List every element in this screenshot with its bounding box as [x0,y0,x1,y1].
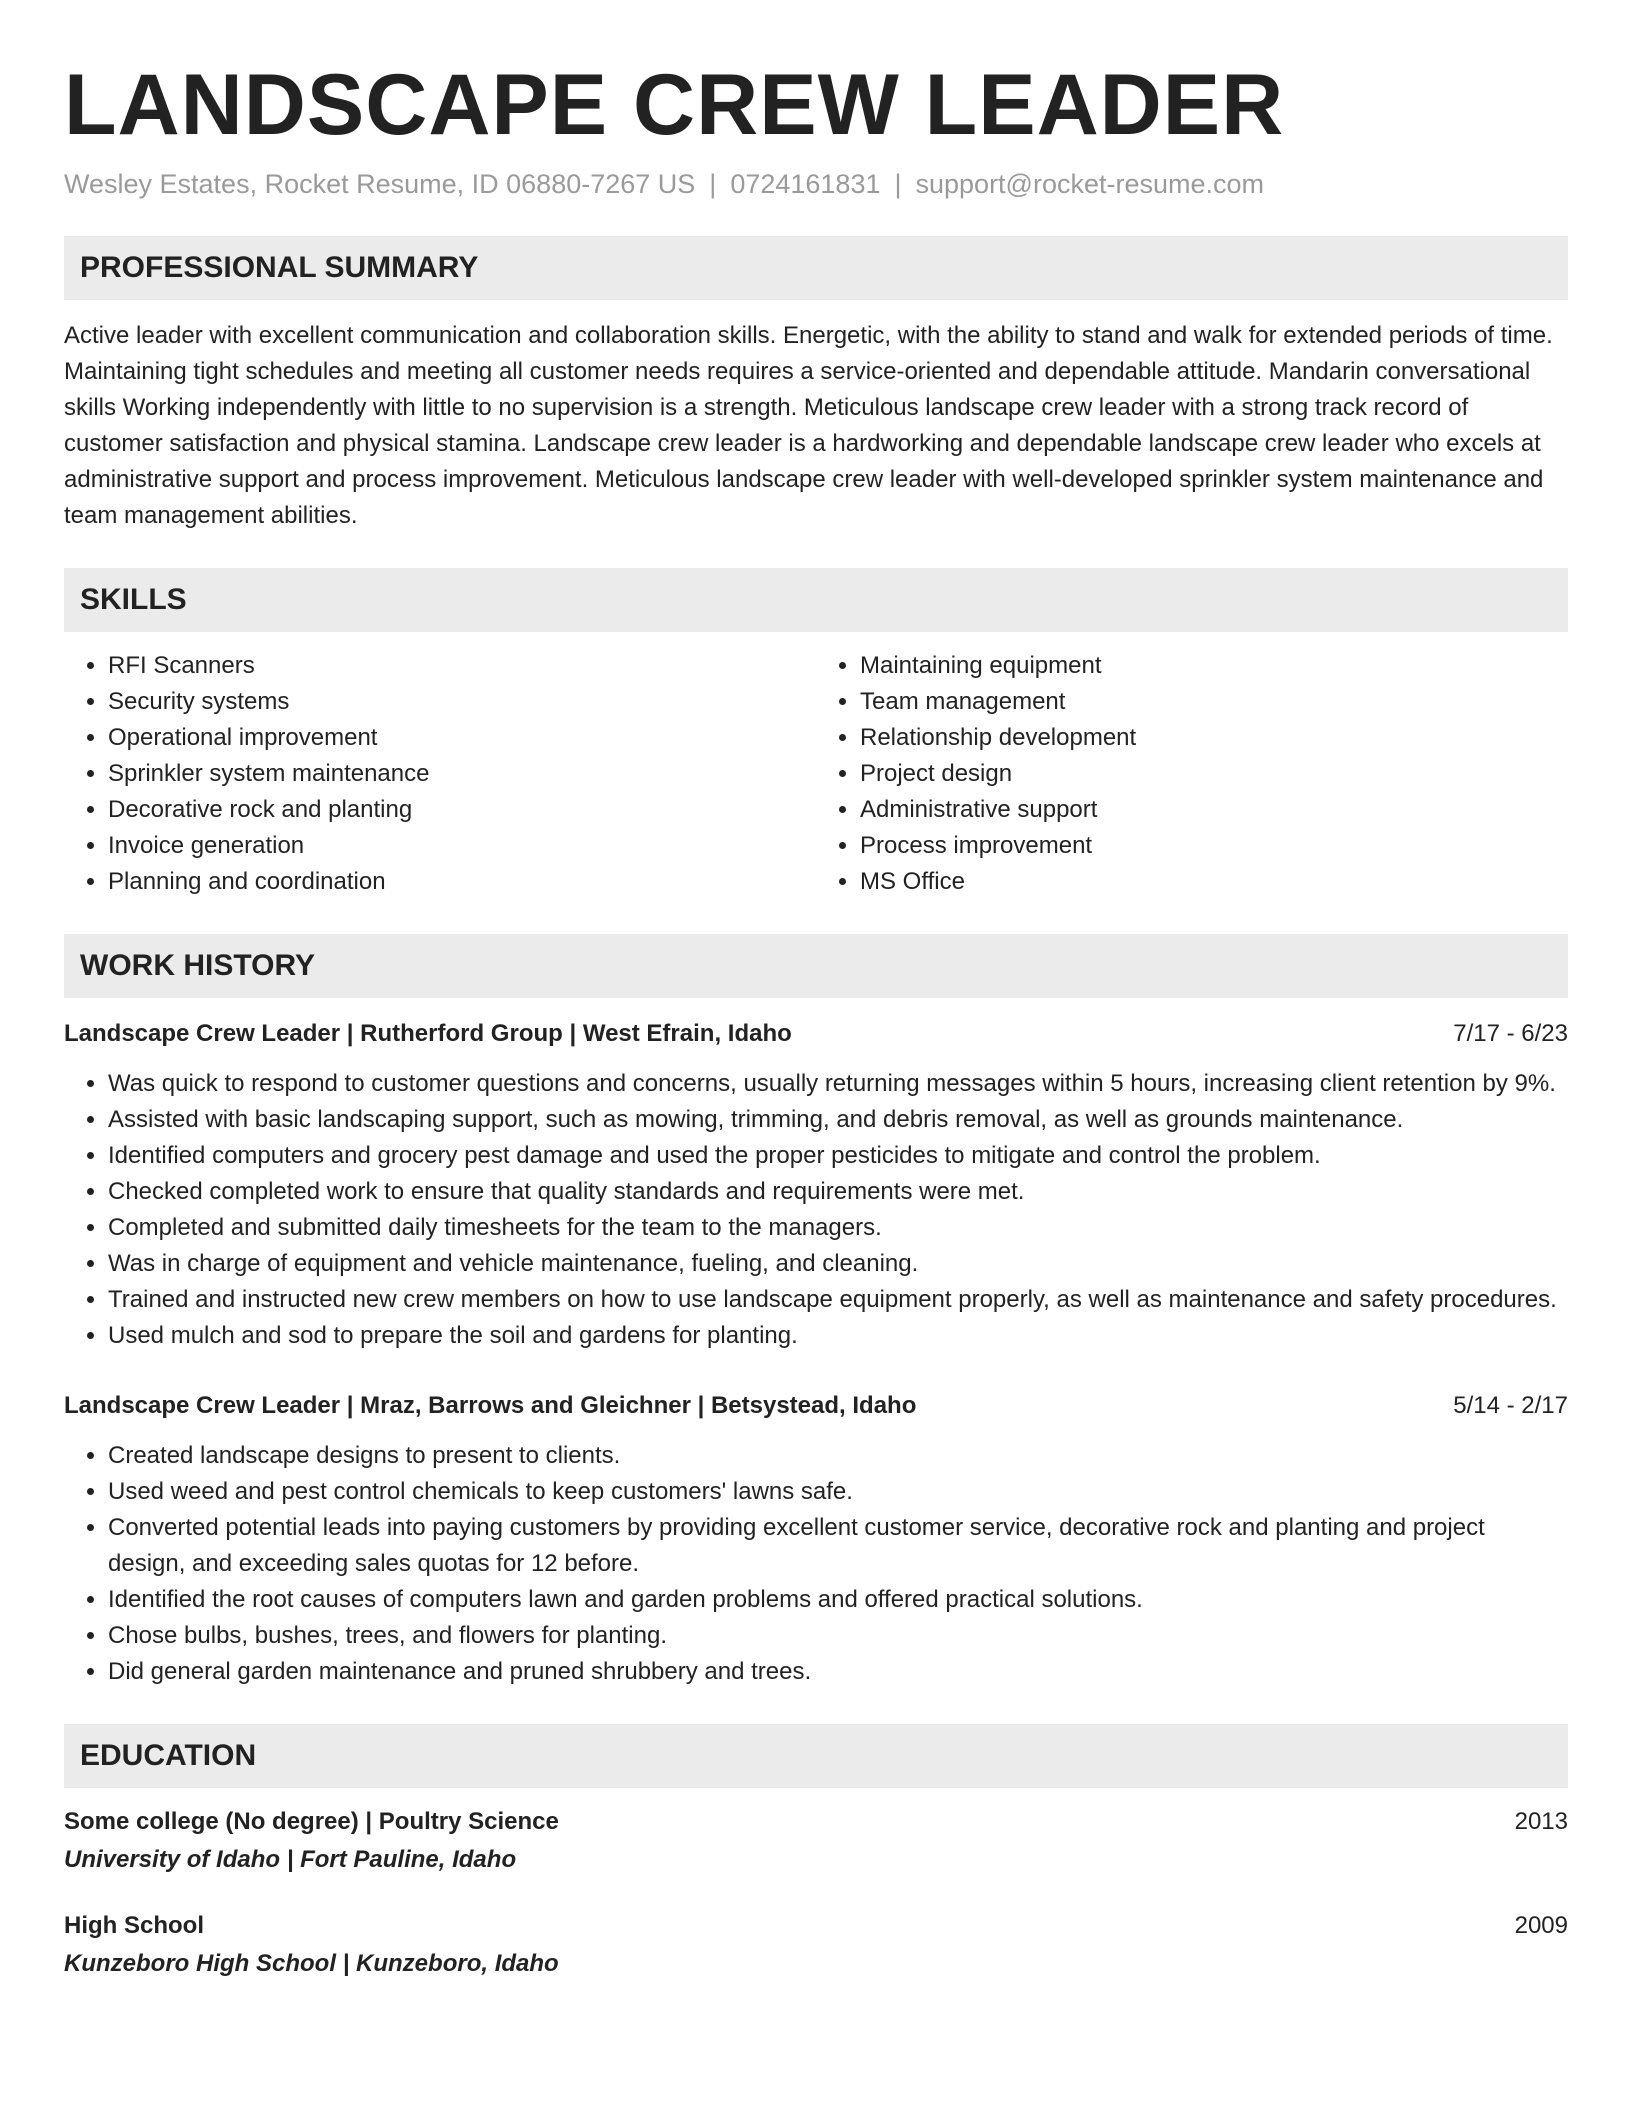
education-school: University of Idaho | Fort Pauline, Idaho [64,1845,517,1873]
job-bullet: • Used mulch and sod to prepare the soil and gardens for planting. [108,1318,1568,1354]
education-entry [64,1804,1568,1880]
summary-text: Active leader with excellent communication and collaboration skills. Energetic, with the ability to stand and walk for extended periods of time. Maintaining tight schedules and meeting all customer needs requires a service-oriented and dependable attitude. Mandarin conversational skills Working independently with little to no supervision is a strength. Meticulous landscape crew leader with a strong track record of customer satisfaction and physical stamina. Landscape crew leader is a hardworking and dependable landscape crew leader who excels at administrative support and process improvement. Meticulous landscape crew leader with well-developed sprinkler system maintenance and team management abilities. [64,321,1553,529]
job-entry [64,1016,1568,1354]
job-bullet: • Chose bulbs, bushes, trees, and flowers for planting. [108,1618,1568,1654]
section-heading-skills: SKILLS [64,568,1568,632]
job-bullet: • Identified the root causes of computers lawn and garden problems and offered practical solutions. [108,1582,1568,1618]
education-degree: High School [64,1911,204,1939]
job-bullet: • Completed and submitted daily timesheets for the team to the managers. [108,1210,1568,1246]
job-bullet: • Created landscape designs to present to clients. [108,1438,1568,1474]
skill-item: • Team management [860,684,1568,720]
job-entry [64,1388,1568,1690]
skill-item: • Administrative support [860,792,1568,828]
skill-item: • Project design [860,756,1568,792]
job-bullet: • Assisted with basic landscaping support, such as mowing, trimming, and debris removal, as well as grounds maintenance. [108,1102,1568,1138]
education-degree: Some college (No degree) | Poultry Science [64,1807,559,1835]
contact-separator: | [709,168,717,199]
job-dates: 7/17 - 6/23 [1453,1019,1568,1047]
skill-item: • Invoice generation [108,828,816,864]
section-heading-work-history: WORK HISTORY [64,934,1568,998]
skill-item: • Decorative rock and planting [108,792,816,828]
skill-item: • Process improvement [860,828,1568,864]
section-heading-summary: PROFESSIONAL SUMMARY [64,236,1568,300]
page-title: LANDSCAPE CREW LEADER [64,57,1285,153]
skills-list-right [816,648,1568,900]
education-school: Kunzeboro High School | Kunzeboro, Idaho [64,1949,559,1977]
job-title: Landscape Crew Leader | Mraz, Barrows and Gleichner | Betsystead, Idaho [64,1391,917,1419]
education-entry [64,1908,1568,1984]
education-year: 2013 [1514,1807,1568,1835]
job-bullet: • Was quick to respond to customer questions and concerns, usually returning messages within 5 hours, increasing client retention by 9%. [108,1066,1568,1102]
job-bullets [64,1438,1568,1690]
job-bullet: • Identified computers and grocery pest damage and used the proper pesticides to mitigate and control the problem. [108,1138,1568,1174]
skill-item: • Security systems [108,684,816,720]
contact-separator: | [894,168,902,199]
skill-item: • Relationship development [860,720,1568,756]
skills-columns [64,648,1568,900]
job-bullet: • Did general garden maintenance and pruned shrubbery and trees. [108,1654,1568,1690]
education-header [64,1908,1568,1944]
education-header [64,1804,1568,1840]
skill-item: • Sprinkler system maintenance [108,756,816,792]
job-bullet: • Checked completed work to ensure that quality standards and requirements were met. [108,1174,1568,1210]
job-header [64,1388,1568,1424]
skill-item: • Planning and coordination [108,864,816,900]
contact-address: Wesley Estates, Rocket Resume, ID 06880-7267 US [64,168,696,199]
job-dates: 5/14 - 2/17 [1453,1391,1568,1419]
job-title: Landscape Crew Leader | Rutherford Group | West Efrain, Idaho [64,1019,792,1047]
contact-email: support@rocket-resume.com [915,168,1265,199]
skills-list-left [64,648,816,900]
education-year: 2009 [1514,1911,1568,1939]
contact-line [64,167,1568,202]
skill-item: • MS Office [860,864,1568,900]
skill-item: • Maintaining equipment [860,648,1568,684]
job-header [64,1016,1568,1052]
skill-item: • RFI Scanners [108,648,816,684]
job-bullet: • Used weed and pest control chemicals to keep customers' lawns safe. [108,1474,1568,1510]
job-bullet: • Trained and instructed new crew members on how to use landscape equipment properly, as well as maintenance and safety procedures. [108,1282,1568,1318]
job-bullet: • Converted potential leads into paying customers by providing excellent customer service, decorative rock and planting and project design, and exceeding sales quotas for 12 before. [108,1510,1568,1582]
job-bullets [64,1066,1568,1354]
section-heading-education: EDUCATION [64,1724,1568,1788]
skill-item: • Operational improvement [108,720,816,756]
job-bullet: • Was in charge of equipment and vehicle maintenance, fueling, and cleaning. [108,1246,1568,1282]
contact-phone: 0724161831 [730,168,881,199]
